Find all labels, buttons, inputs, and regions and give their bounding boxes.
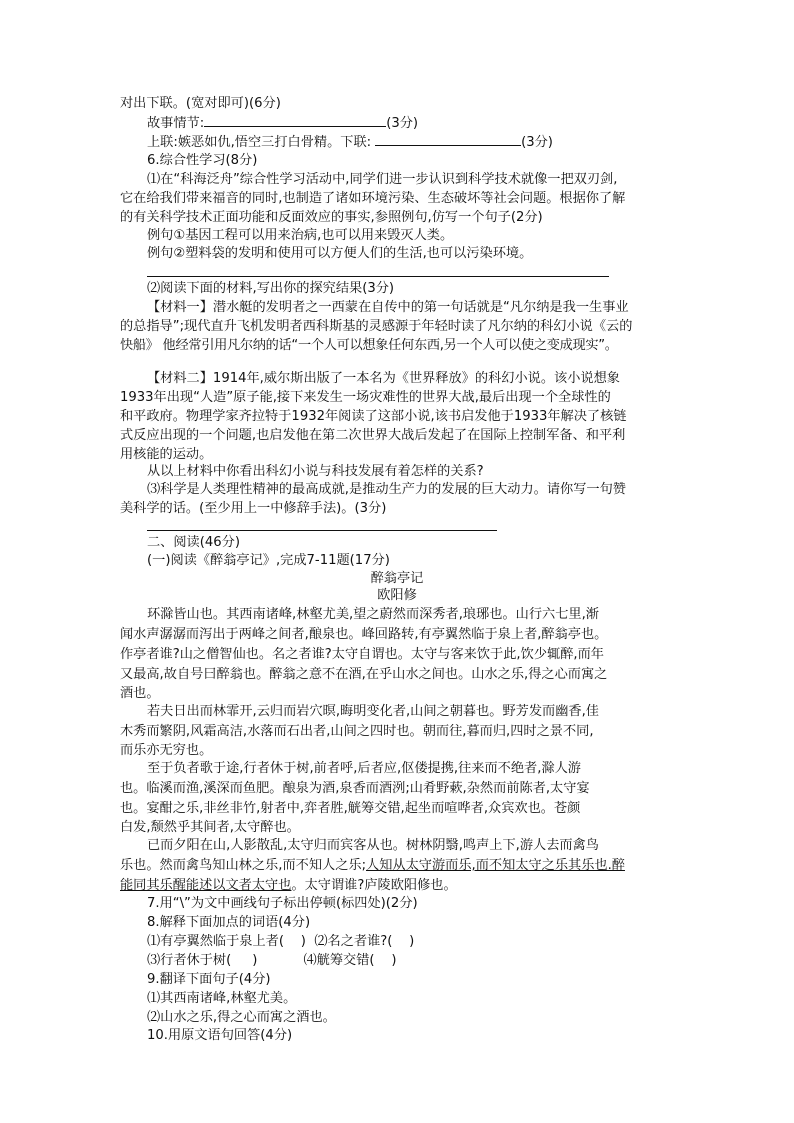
q6-title: 6.综合性学习(8分) [147, 153, 258, 168]
essay-para-3-line: 白发,颓然乎其间者,太守醉也。 [120, 820, 300, 835]
underlined-sentence: 人知从太守游而乐,而不知太守之乐其乐也.醉 [366, 858, 625, 873]
couplet-line [147, 133, 680, 153]
answer-line[interactable] [147, 276, 609, 277]
question-7: 7.用“\”为文中画线句子标出停顿(标四处)(2分) [147, 896, 418, 911]
question-9: 9.翻译下面句子(4分) [147, 972, 271, 987]
couplet-first-line: 上联:嫉恶如仇,悟空三打白骨精。下联: [147, 135, 372, 150]
couplet-score: (3分) [521, 135, 553, 150]
question-10: 10.用原文语句回答(4分) [147, 1028, 293, 1043]
essay-para-4-text: 。太守谓谁?庐陵欧阳修也。 [291, 878, 457, 893]
underlined-sentence: 能同其乐醒能述以文者太守也 [120, 878, 292, 893]
essay-para-3-line: 至于负者歌于途,行者休于树,前者呼,后者应,伛偻提携,往来而不绝者,滁人游 [147, 761, 581, 776]
section-2-title: 二、阅读(46分) [147, 535, 241, 550]
question-9-item: ⑴其西南诸峰,林壑尤美。 [147, 991, 297, 1006]
section-2-subtitle: (一)阅读《醉翁亭记》,完成7-11题(17分) [147, 553, 390, 568]
q6-p2: ⑵阅读下面的材料,写出你的探究结果(3分) [147, 281, 395, 296]
story-score: (3分) [386, 116, 419, 131]
essay-para-1-line: 酒也。 [120, 686, 160, 701]
essay-para-4-line [120, 876, 680, 896]
essay-para-3-line: 也。宴酣之乐,非丝非竹,射者中,弈者胜,觥筹交错,起坐而喧哗者,众宾欢也。苍颜 [120, 801, 581, 816]
essay-para-2-line: 木秀而繁阴,风霜高洁,水落而石出者,山间之四时也。朝而往,暮而归,四时之景不同, [120, 724, 594, 739]
essay-para-4-text: 乐也。然而禽鸟知山林之乐,而不知人之乐; [120, 858, 367, 873]
answer-line[interactable] [147, 530, 497, 531]
essay-author: 欧阳修 [377, 588, 417, 603]
essay-para-4-line: 已而夕阳在山,人影散乱,太守归而宾客从也。树林阴翳,鸣声上下,游人去而禽鸟 [147, 838, 599, 853]
question-9-item: ⑵山水之乐,得之心而寓之酒也。 [147, 1010, 336, 1025]
material-1-line: 的总指导”;现代直升飞机发明者西科斯基的灵感源于年轻时读了凡尔纳的科幻小说《云的 [120, 319, 633, 334]
essay-para-2-line: 而乐亦无穷也。 [120, 743, 213, 758]
material-2-line: 和平政府。物理学家齐拉特于1932年阅读了这部小说,该书启发他于1933年解决了核链 [120, 409, 627, 424]
instruction-line: 对出下联。(宽对即可)(6分) [120, 96, 281, 111]
essay-title: 醉翁亭记 [370, 571, 424, 586]
q6-p1-line: 它在给我们带来福音的同时,也制造了诸如环境污染、生态破坏等社会问题。根据你了解 [120, 191, 626, 206]
question-8-items: ⑴有亭翼然临于泉上者( ) ⑵名之者谁?( ) [147, 934, 415, 949]
story-answer-blank[interactable] [204, 114, 386, 127]
essay-para-1-line: 环滁皆山也。其西南诸峰,林壑尤美,望之蔚然而深秀者,琅琊也。山行六七里,渐 [147, 607, 599, 622]
example-sentence-1: 例句①基因工程可以用来治病,也可以用来毁灭人类。 [147, 228, 454, 243]
material-2-line: 式反应出现的一个问题,也启发他在第二次世界大战后发起了在国际上控制军备、和平利 [120, 428, 626, 443]
material-1-line: 【材料一】潜水艇的发明者之一西蒙在自传中的第一句话就是“凡尔纳是我一生事业 [147, 300, 629, 315]
example-sentence-2: 例句②塑料袋的发明和使用可以方便人们的生活,也可以污染环境。 [147, 246, 533, 261]
q6-p3-line: ⑶科学是人类理性精神的最高成就,是推动生产力的发展的巨大动力。请你写一句赞 [147, 482, 626, 497]
material-2-line: 【材料二】1914年,威尔斯出版了一本名为《世界释放》的科幻小说。该小说想象 [147, 371, 620, 386]
essay-para-1-line: 又最高,故自号曰醉翁也。醉翁之意不在酒,在乎山水之间也。山水之乐,得之心而寓之 [120, 667, 608, 682]
question-8: 8.解释下面加点的词语(4分) [147, 915, 311, 930]
question-8-items: ⑶行者休于树( ) ⑷觥筹交错( ) [147, 953, 397, 968]
material-1-line: 快船》 他经常引用凡尔纳的话“一个人可以想象任何东西,另一个人可以使之变成现实”。 [120, 338, 618, 353]
essay-para-1-line: 作亭者谁?山之僧智仙也。名之者谁?太守自谓也。太守与客来饮于此,饮少辄醉,而年 [120, 647, 604, 662]
material-question: 从以上材料中你看出科幻小说与科技发展有着怎样的关系? [147, 464, 484, 479]
essay-para-4-line [120, 856, 680, 876]
material-2-line: 用核能的运动。 [120, 447, 213, 462]
essay-para-3-line: 也。临溪而渔,溪深而鱼肥。酿泉为酒,泉香而酒洌;山肴野蔌,杂然而前陈者,太守宴 [120, 781, 590, 796]
material-2-line: 1933年出现“人造”原子能,接下来发生一场灾难性的世界大战,最后出现一个全球性的 [120, 390, 611, 405]
story-label: 故事情节: [147, 116, 205, 131]
story-line [147, 114, 680, 134]
q6-p3-line: 美科学的话。(至少用上一中修辞手法)。(3分) [120, 501, 387, 516]
couplet-answer-blank[interactable] [375, 133, 521, 146]
q6-p1-line: 的有关科学技术正面功能和反面效应的事实,参照例句,仿写一个句子(2分) [120, 210, 543, 225]
q6-p1-line: ⑴在“科海泛舟”综合性学习活动中,同学们进一步认识到科学技术就像一把双刃剑, [147, 172, 618, 187]
essay-para-1-line: 闻水声潺潺而泻出于两峰之间者,酿泉也。峰回路转,有亭翼然临于泉上者,醉翁亭也。 [120, 627, 608, 642]
essay-para-2-line: 若夫日出而林霏开,云归而岩穴暝,晦明变化者,山间之朝暮也。野芳发而幽香,佳 [147, 704, 599, 719]
